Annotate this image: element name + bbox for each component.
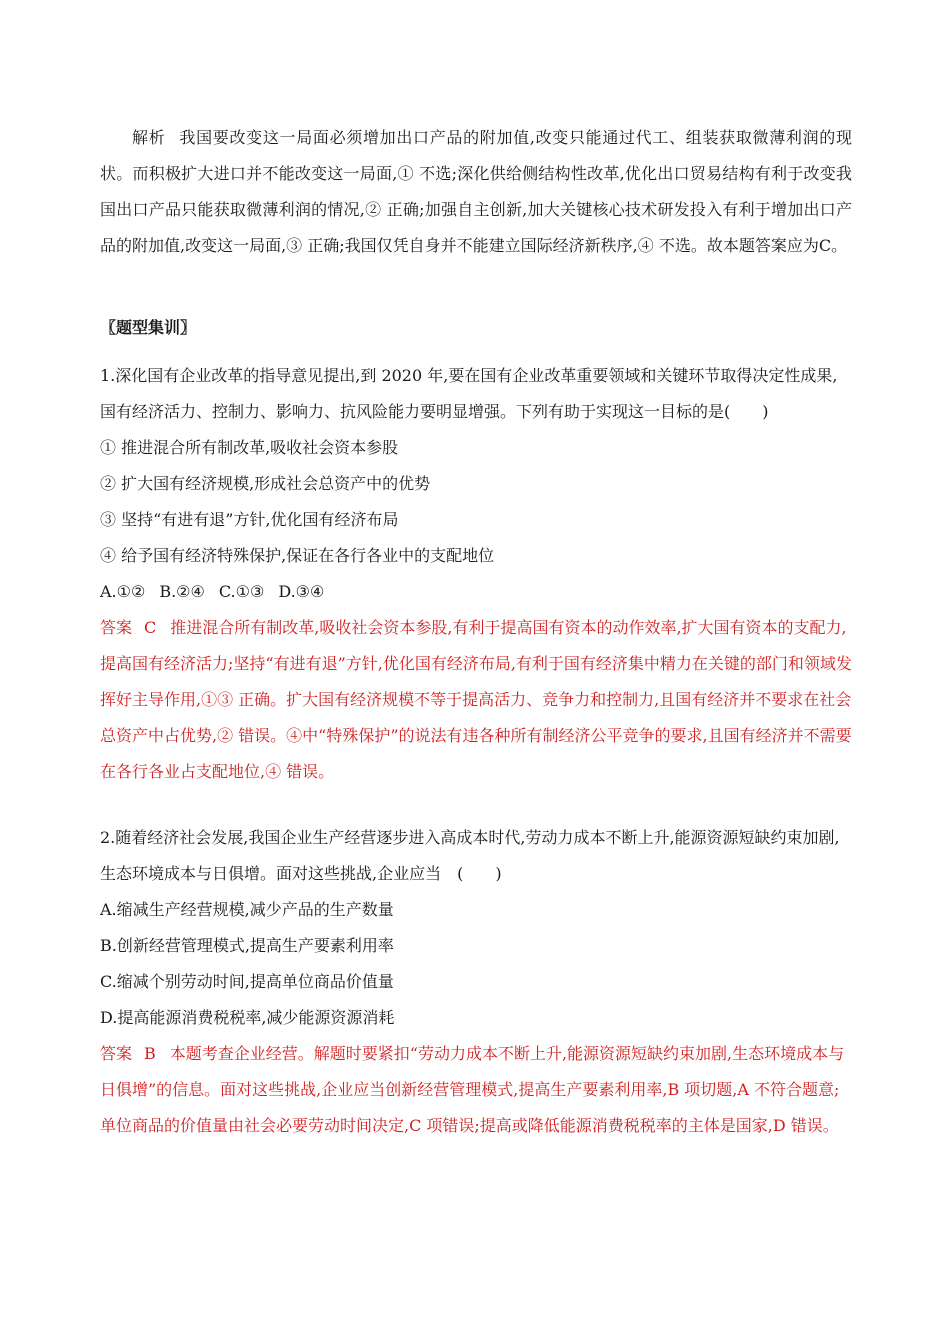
- question-1-options: [100, 574, 852, 610]
- question-1: [100, 358, 852, 790]
- answer-label: 答案: [100, 618, 133, 637]
- option-a: A.缩减生产经营规模,减少产品的生产数量: [100, 900, 394, 919]
- analysis-text: 我国要改变这一局面必须增加出口产品的附加值,改变只能通过代工、组装获取微薄利润的现状。而积极扩大进口并不能改变这一局面,① 不选;深化供给侧结构性改革,优化出口贸易结构有利于改变我国出口产品只能获取微薄利润的情况,② 正确;加强自主创新,加大关键核心技术研发投入有利于增加出口产品的附加值,改变这一局面,③ 正确;我国仅凭自身并不能建立国际经济新秩序,④ 不选。故本题答案应为C。: [100, 128, 852, 255]
- answer-text: 推进混合所有制改革,吸收社会资本参股,有利于提高国有资本的动作效率,扩大国有资本的支配力,提高国有经济活力;坚持“有进有退”方针,优化国有经济布局,有利于国有经济集中精力在关键的部门和领域发挥好主导作用,①③ 正确。扩大国有经济规模不等于提高活力、竞争力和控制力,且国有经济并不要求在社会总资产中占优势,② 错误。④中“特殊保护”的说法有违各种所有制经济公平竞争的要求,且国有经济并不需要在各行各业占支配地位,④ 错误。: [100, 618, 852, 781]
- answer-letter: C: [144, 618, 157, 637]
- question-1-item: ② 扩大国有经济规模,形成社会总资产中的优势: [100, 474, 431, 493]
- analysis-label: 解析: [132, 128, 166, 147]
- option-d: D.提高能源消费税税率,减少能源资源消耗: [100, 1008, 395, 1027]
- question-1-item: ④ 给予国有经济特殊保护,保证在各行各业中的支配地位: [100, 546, 495, 565]
- analysis-paragraph: [100, 120, 852, 264]
- question-2: [100, 820, 852, 1144]
- option-d: D.③④: [278, 582, 325, 601]
- answer-text: 本题考查企业经营。解题时要紧扣“劳动力成本不断上升,能源资源短缺约束加剧,生态环境成本与日俱增”的信息。面对这些挑战,企业应当创新经营管理模式,提高生产要素利用率,B 项切题,A 不符合题意;单位商品的价值量由社会必要劳动时间决定,C 项错误;提高或降低能源消费税税率的主体是国家,D 错误。: [100, 1044, 845, 1135]
- question-1-item: ① 推进混合所有制改革,吸收社会资本参股: [100, 438, 399, 457]
- option-c: C.①③: [218, 582, 265, 601]
- option-b: B.创新经营管理模式,提高生产要素利用率: [100, 936, 394, 955]
- option-b: B.②④: [159, 582, 205, 601]
- answer-label: 答案: [100, 1044, 133, 1063]
- option-c: C.缩减个别劳动时间,提高单位商品价值量: [100, 972, 394, 991]
- question-2-stem: 2.随着经济社会发展,我国企业生产经营逐步进入高成本时代,劳动力成本不断上升,能源资源短缺约束加剧,生态环境成本与日俱增。面对这些挑战,企业应当 ( ): [100, 828, 840, 883]
- question-1-answer: [100, 610, 852, 790]
- question-1-item: ③ 坚持“有进有退”方针,优化国有经济布局: [100, 510, 399, 529]
- option-a: A.①②: [100, 582, 146, 601]
- question-1-stem: 1.深化国有企业改革的指导意见提出,到 2020 年,要在国有企业改革重要领域和关键环节取得决定性成果,国有经济活力、控制力、影响力、抗风险能力要明显增强。下列有助于实现这一目标的是( ): [100, 366, 838, 421]
- question-2-answer: [100, 1036, 852, 1144]
- section-title: 〖题型集训〗: [100, 318, 197, 337]
- analysis-block: [100, 120, 852, 264]
- answer-letter: B: [144, 1044, 156, 1063]
